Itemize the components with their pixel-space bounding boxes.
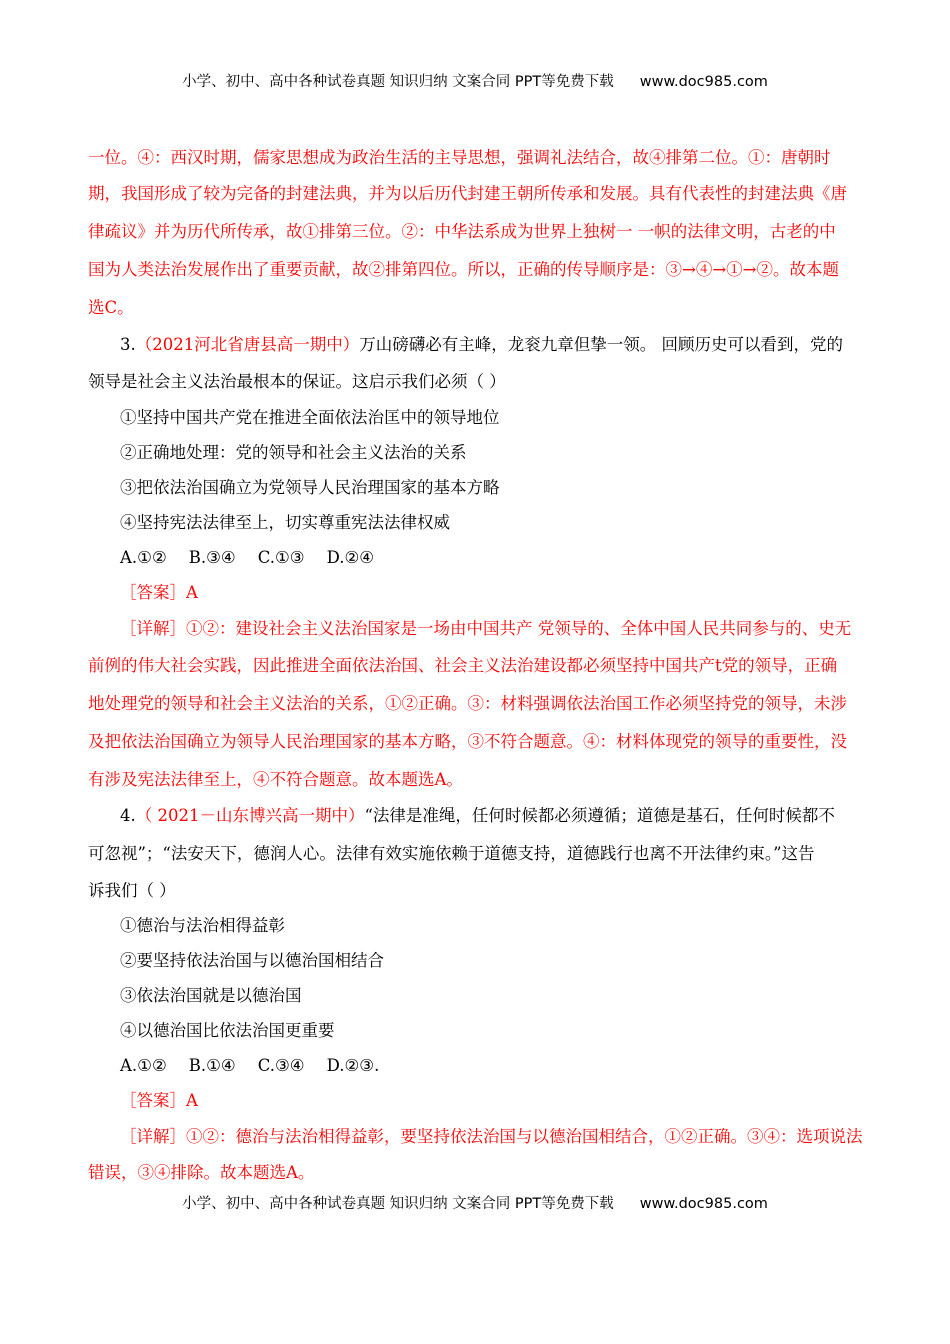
q3-answer: ［答案］A	[120, 583, 198, 602]
q4-stem-text-1: “法律是准绳，任何时候都必须遵循；道德是基石，任何时候都不	[364, 806, 835, 825]
header-site-link[interactable]: www.doc985.com	[639, 74, 768, 90]
q3-detail-line-5: 有涉及宪法法律至上，④不符合题意。故本题选A。	[88, 770, 463, 789]
q4-detail-line-1: ［详解］①②：德治与法治相得益彰，要坚持依法治国与以德治国相结合，①②正确。③④：选项说法	[120, 1127, 863, 1146]
prev-detail-line-1: 一位。④：西汉时期，儒家思想成为政治生活的主导思想，强调礼法结合，故④排第二位。①：唐朝时	[88, 148, 831, 167]
q4-options	[120, 1056, 379, 1076]
q3-item-4: ④坚持宪法法律至上，切实尊重宪法法律权威	[120, 513, 450, 532]
q4-answer: ［答案］A	[120, 1091, 198, 1110]
q3-detail-line-3: 地处理党的领导和社会主义法治的关系，①②正确。③：材料强调依法治国工作必须坚持党的领导，未涉	[88, 694, 847, 713]
q4-option-a[interactable]: A.①②	[120, 1056, 167, 1075]
q3-option-b[interactable]: B.③④	[188, 548, 236, 567]
header-text: 小学、初中、高中各种试卷真题 知识归纳 文案合同 PPT等免费下载	[182, 74, 614, 90]
q4-item-4: ④以德治国比依法治国更重要	[120, 1021, 335, 1040]
footer-text: 小学、初中、高中各种试卷真题 知识归纳 文案合同 PPT等免费下载	[182, 1196, 614, 1212]
q3-item-2: ②正确地处理：党的领导和社会主义法治的关系	[120, 443, 467, 462]
q3-source: （2021河北省唐县高一期中）	[135, 335, 360, 354]
q4-item-3: ③依法治国就是以德治国	[120, 986, 302, 1005]
q4-detail-line-2: 错误，③④排除。故本题选A。	[88, 1163, 315, 1182]
q3-option-a[interactable]: A.①②	[120, 548, 167, 567]
page-footer	[0, 1192, 950, 1213]
q3-option-d[interactable]: D.②④	[326, 548, 375, 567]
q4-stem-line-3: 诉我们（ ）	[88, 881, 176, 900]
q3-item-1: ①坚持中国共产党在推进全面依法治匡中的领导地位	[120, 408, 500, 427]
q4-item-2: ②要坚持依法治国与以德治国相结合	[120, 951, 384, 970]
q4-option-c[interactable]: C.③④	[257, 1056, 305, 1075]
q3-stem-line-2: 领导是社会主义法治最根本的保证。这启示我们必须（ ）	[88, 372, 506, 391]
q3-options	[120, 548, 374, 568]
q4-item-1: ①德治与法治相得益彰	[120, 916, 285, 935]
q4-stem-line-2: 可忽视”；“法安天下，德润人心。法律有效实施依赖于道德支持，道德践行也离不开法律约束。”这告	[88, 844, 815, 863]
q4-stem-line-1	[120, 806, 835, 826]
q4-number: 4.	[120, 806, 136, 825]
q4-option-b[interactable]: B.①④	[188, 1056, 236, 1075]
q3-item-3: ③把依法治国确立为党领导人民治理国家的基本方略	[120, 478, 500, 497]
q3-detail-line-4: 及把依法治国确立为领导人民治理国家的基本方略，③不符合题意。④：材料体现党的领导的重要性，没	[88, 732, 847, 751]
q4-option-d[interactable]: D.②③.	[326, 1056, 380, 1075]
q3-detail-line-1: ［详解］①②：建设社会主义法治国家是一场由中国共产 党领导的、全体中国人民共同参与的、史无	[120, 619, 852, 638]
q3-stem-line-1	[120, 335, 843, 355]
q3-stem-text-1: 万山磅礴必有主峰，龙衮九章但挚一领。 回顾历史可以看到，党的	[359, 335, 843, 354]
q3-option-c[interactable]: C.①③	[257, 548, 305, 567]
q3-detail-line-2: 前例的伟大社会实践，因此推进全面依法治国、社会主义法治建设都必须坚持中国共产t党的领导，正确	[88, 656, 838, 675]
prev-detail-line-3: 律疏议》并为历代所传承，故①排第三位。②：中华法系成为世界上独树一 一帜的法律文明，古老的中	[88, 222, 836, 241]
page-header	[0, 70, 950, 91]
prev-detail-line-4: 国为人类法治发展作出了重要贡献，故②排第四位。所以，正确的传导顺序是：③→④→①→②。故本题	[88, 260, 839, 279]
q4-source: （ 2021－山东博兴高一期中）	[135, 806, 365, 825]
q3-number: 3.	[120, 335, 136, 354]
footer-site-link[interactable]: www.doc985.com	[639, 1196, 768, 1212]
prev-detail-line-5: 选C。	[88, 298, 134, 317]
prev-detail-line-2: 期，我国形成了较为完备的封建法典，并为以后历代封建王朝所传承和发展。具有代表性的封建法典《唐	[88, 184, 847, 203]
